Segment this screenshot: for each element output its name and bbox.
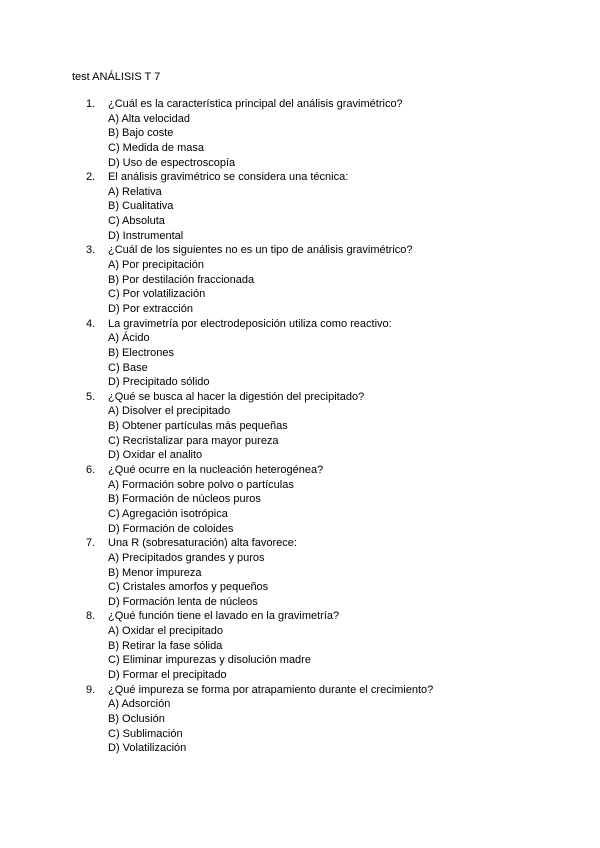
question-item	[0, 463, 324, 536]
option-list	[0, 185, 311, 244]
option-list	[0, 404, 311, 463]
question-header	[0, 97, 403, 112]
question-number: 1.	[86, 98, 96, 110]
option-b: B) Retirar la fase sólida	[108, 639, 223, 652]
question-text: ¿Qué ocurre en la nucleación heterogénea?	[108, 464, 324, 477]
option-a: A) Oxidar el precipitado	[108, 625, 223, 638]
question-item	[0, 170, 349, 243]
question-text: ¿Qué se busca al hacer la digestión del precipitado?	[108, 390, 365, 403]
question-header	[0, 536, 311, 551]
option-c: C) Recristalizar para mayor pureza	[108, 434, 279, 447]
option-a: A) Por precipitación	[108, 259, 204, 272]
option-a: A) Alta velocidad	[108, 112, 190, 125]
question-number: 3.	[86, 244, 96, 257]
question-header	[0, 683, 434, 698]
option-d: D) Uso de espectroscopía	[108, 156, 236, 169]
question-number: 8.	[86, 610, 96, 623]
option-c: C) Base	[108, 361, 148, 374]
question-item	[0, 243, 413, 316]
option-c: C) Por volatilización	[108, 288, 206, 301]
question-item	[0, 683, 434, 756]
question-number: 2.	[86, 171, 96, 184]
option-list	[0, 478, 311, 537]
option-b: B) Formación de núcleos puros	[108, 493, 261, 506]
option-b: B) Obtener partículas más pequeñas	[108, 420, 288, 433]
option-c: C) Eliminar impurezas y disolución madre	[108, 654, 311, 667]
question-text: La gravimetría por electrodeposición utiliza como reactivo:	[108, 317, 392, 330]
option-d: D) Por extracción	[108, 302, 193, 315]
question-number: 7.	[86, 537, 96, 550]
question-text: ¿Cuál es la característica principal del análisis gravimétrico?	[108, 98, 403, 110]
question-item	[0, 97, 403, 170]
option-b: B) Electrones	[108, 346, 175, 359]
question-number: 6.	[86, 464, 96, 477]
option-list	[0, 697, 311, 756]
question-header	[0, 463, 324, 478]
question-header	[0, 170, 349, 185]
option-a: A) Formación sobre polvo o partículas	[108, 478, 294, 491]
option-d: D) Formar el precipitado	[108, 668, 227, 681]
question-header	[0, 390, 365, 405]
question-header	[0, 317, 392, 332]
option-b: B) Cualitativa	[108, 200, 174, 213]
question-text: El análisis gravimétrico se considera una técnica:	[108, 171, 349, 184]
option-a: A) Adsorción	[108, 698, 171, 711]
option-d: D) Formación lenta de núcleos	[108, 595, 258, 608]
option-b: B) Por destilación fraccionada	[108, 273, 255, 286]
option-b: B) Menor impureza	[108, 566, 202, 579]
option-d: D) Formación de coloides	[108, 522, 234, 535]
option-list	[0, 624, 311, 683]
question-list	[0, 97, 434, 756]
option-list	[0, 112, 311, 171]
option-c: C) Medida de masa	[108, 141, 204, 154]
option-a: A) Ácido	[108, 332, 150, 345]
option-list	[0, 258, 311, 317]
option-c: C) Absoluta	[108, 215, 165, 228]
option-d: D) Precipitado sólido	[108, 376, 210, 389]
question-text: Una R (sobresaturación) alta favorece:	[108, 537, 297, 550]
question-header	[0, 609, 340, 624]
option-d: D) Volatilización	[108, 742, 187, 755]
question-text: ¿Qué función tiene el lavado en la gravimetría?	[108, 610, 340, 623]
question-item	[0, 317, 392, 390]
question-number: 5.	[86, 390, 96, 403]
question-item	[0, 390, 365, 463]
question-text: ¿Qué impureza se forma por atrapamiento durante el crecimiento?	[108, 683, 434, 696]
option-c: C) Cristales amorfos y pequeños	[108, 581, 269, 594]
option-c: C) Sublimación	[108, 727, 183, 740]
option-d: D) Instrumental	[108, 229, 184, 242]
option-a: A) Disolver el precipitado	[108, 405, 231, 418]
option-list	[0, 331, 311, 390]
question-text: ¿Cuál de los siguientes no es un tipo de análisis gravimétrico?	[108, 244, 413, 257]
option-c: C) Agregación isotrópica	[108, 507, 228, 520]
question-number: 9.	[86, 683, 96, 696]
option-b: B) Oclusión	[108, 712, 165, 725]
option-b: B) Bajo coste	[108, 127, 174, 140]
question-item	[0, 609, 340, 682]
option-a: A) Precipitados grandes y puros	[108, 551, 265, 564]
document-title: test ANÁLISIS T 7	[72, 71, 161, 83]
option-list	[0, 551, 311, 610]
question-number: 4.	[86, 317, 96, 330]
question-header	[0, 243, 413, 258]
option-a: A) Relativa	[108, 185, 162, 198]
option-d: D) Oxidar el analito	[108, 449, 203, 462]
question-item	[0, 536, 311, 609]
